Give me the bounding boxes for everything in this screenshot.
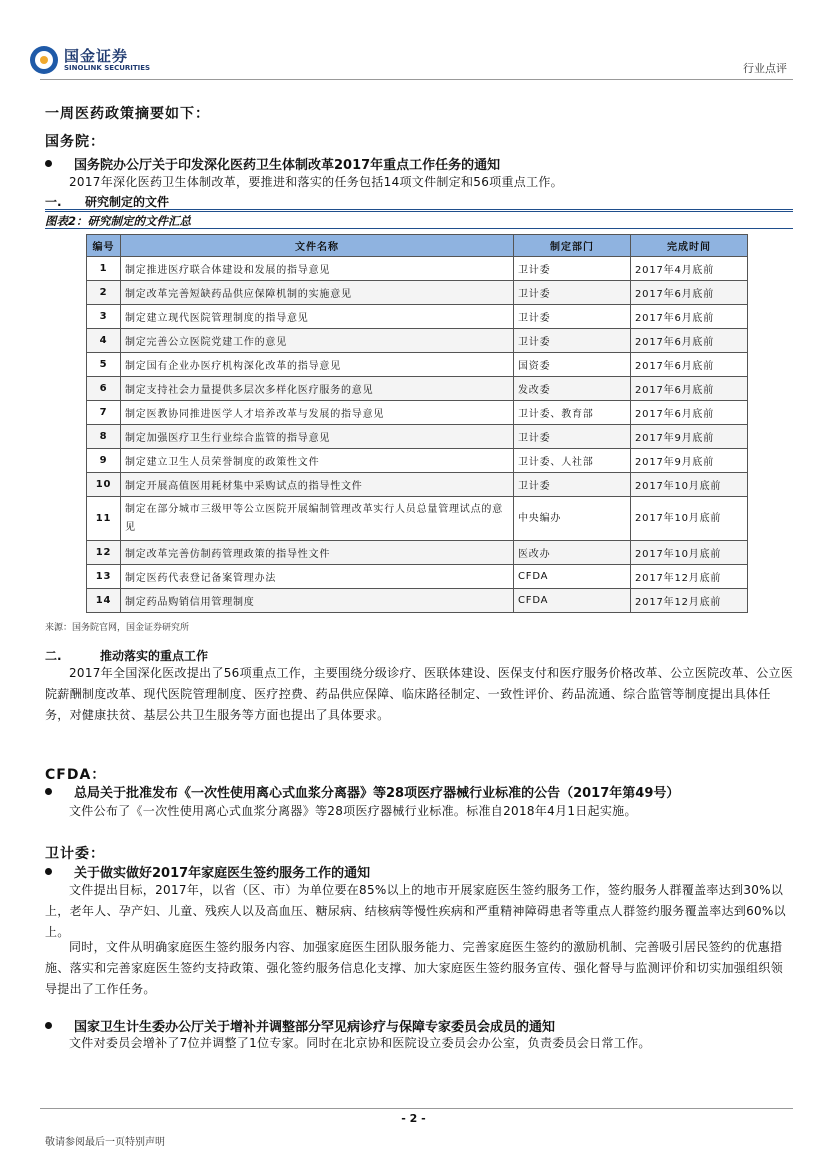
cell-file-name: 制定医教协同推进医学人才培养改革与发展的指导意见: [121, 401, 514, 425]
cell-file-name: 制定国有企业办医疗机构深化改革的指导意见: [121, 353, 514, 377]
cell-file-name: 制定建立现代医院管理制度的指导意见: [121, 305, 514, 329]
nhfpc-bullet-1-p1: 文件提出目标，2017年，以省（区、市）为单位要在85%以上的地市开展家庭医生签约服务工作，签约服务人群覆盖率达到30%以上，老年人、孕产妇、儿童、残疾人以及高血压、糖尿病、结核病等慢性疾病和严重精神障碍患者等重点人群签约服务覆盖率达到60%以上。: [45, 883, 786, 939]
cell-num: 5: [87, 353, 121, 377]
cell-dept: 卫计委、人社部: [514, 449, 631, 473]
cell-deadline: 2017年10月底前: [631, 541, 748, 565]
bullet-icon: [45, 160, 52, 167]
section-title: 一周医药政策摘要如下：: [45, 106, 210, 122]
cell-dept: 国资委: [514, 353, 631, 377]
col-header-name: 文件名称: [121, 235, 514, 257]
cell-dept: 卫计委: [514, 257, 631, 281]
sub2-num: 二.: [45, 649, 62, 663]
col-header-deadline: 完成时间: [631, 235, 748, 257]
table-row: [87, 565, 748, 589]
cell-deadline: 2017年6月底前: [631, 305, 748, 329]
cfda-label: CFDA：: [45, 767, 107, 783]
table-row: [87, 541, 748, 565]
cell-deadline: 2017年12月底前: [631, 565, 748, 589]
bullet-icon: [45, 788, 52, 795]
cell-deadline: 2017年6月底前: [631, 401, 748, 425]
cell-num: 3: [87, 305, 121, 329]
cell-deadline: 2017年9月底前: [631, 449, 748, 473]
sub2-title: [45, 647, 208, 664]
cell-file-name: 制定改革完善短缺药品供应保障机制的实施意见: [121, 281, 514, 305]
cell-num: 13: [87, 565, 121, 589]
cell-file-name: 制定医药代表登记备案管理办法: [121, 565, 514, 589]
document-table: [86, 234, 748, 613]
table-row: [87, 257, 748, 281]
cell-num: 4: [87, 329, 121, 353]
state-council-bullet-title: 国务院办公厅关于印发深化医药卫生体制改革2017年重点工作任务的通知: [74, 158, 501, 173]
table-row: [87, 425, 748, 449]
cell-dept: CFDA: [514, 589, 631, 613]
nhfpc-bullet-2-title: 国家卫生计生委办公厅关于增补并调整部分罕见病诊疗与保障专家委员会成员的通知: [74, 1020, 556, 1035]
cell-deadline: 2017年10月底前: [631, 473, 748, 497]
sub2-text: 推动落实的重点工作: [100, 649, 209, 663]
cell-deadline: 2017年6月底前: [631, 281, 748, 305]
state-council-intro: 2017年深化医药卫生体制改革，要推进和落实的任务包括14项文件制定和56项重点工作。: [69, 175, 563, 189]
cell-num: 9: [87, 449, 121, 473]
table-row: [87, 353, 748, 377]
cfda-paragraph: 文件公布了《一次性使用离心式血浆分离器》等28项医疗器械行业标准。标准自2018年4月1日起实施。: [69, 804, 637, 818]
table-row: [87, 377, 748, 401]
doc-type: 行业点评: [743, 62, 787, 75]
table-row: [87, 305, 748, 329]
table-row: [87, 473, 748, 497]
nhfpc-bullet-1: [45, 862, 795, 881]
table-header-row: [87, 235, 748, 257]
nhfpc-bullet-2-text: 文件对委员会增补了7位并调整了1位专家。同时在北京协和医院设立委员会办公室，负责委员会日常工作。: [69, 1036, 651, 1050]
table-row: [87, 449, 748, 473]
footer-note: 敬请参阅最后一页特别声明: [45, 1137, 165, 1148]
cell-dept: 卫计委: [514, 281, 631, 305]
cell-dept: 卫计委: [514, 425, 631, 449]
state-council-label: 国务院：: [45, 134, 105, 150]
cell-dept: 发改委: [514, 377, 631, 401]
footer-divider: [40, 1108, 793, 1109]
cell-dept: 中央编办: [514, 497, 631, 541]
state-council-bullet: [45, 154, 795, 173]
figure-caption: 图表2：研究制定的文件汇总: [45, 211, 793, 229]
cell-dept: 医改办: [514, 541, 631, 565]
cell-dept: 卫计委、教育部: [514, 401, 631, 425]
cell-num: 2: [87, 281, 121, 305]
table-row: [87, 497, 748, 541]
page-header: [0, 0, 827, 80]
table-source: 来源：国务院官网，国金证券研究所: [45, 623, 190, 633]
logo-en: SINOLINK SECURITIES: [64, 63, 151, 72]
cell-file-name: 制定在部分城市三级甲等公立医院开展编制管理改革实行人员总量管理试点的意见: [121, 497, 514, 541]
cell-file-name: 制定药品购销信用管理制度: [121, 589, 514, 613]
nhfpc-label: 卫计委：: [45, 846, 105, 862]
cell-deadline: 2017年6月底前: [631, 329, 748, 353]
nhfpc-bullet-1-p2: 同时，文件从明确家庭医生签约服务内容、加强家庭医生团队服务能力、完善家庭医生签约的激励机制、完善吸引居民签约的优惠措施、落实和完善家庭医生签约支持政策、强化签约服务信息化支撑、加大家庭医生签约服务宣传、强化督导与监测评价和切实加强组织领导提出了工作任务。: [45, 940, 784, 996]
cell-num: 8: [87, 425, 121, 449]
cell-dept: CFDA: [514, 565, 631, 589]
cell-dept: 卫计委: [514, 305, 631, 329]
cell-num: 1: [87, 257, 121, 281]
cell-file-name: 制定完善公立医院党建工作的意见: [121, 329, 514, 353]
cfda-bullet: [45, 782, 800, 801]
bullet-icon: [45, 1022, 52, 1029]
sub1-text: 研究制定的文件: [85, 195, 170, 209]
header-divider: [40, 79, 793, 80]
table-row: [87, 401, 748, 425]
cell-num: 7: [87, 401, 121, 425]
company-logo: [30, 46, 150, 74]
cell-file-name: 制定支持社会力量提供多层次多样化医疗服务的意见: [121, 377, 514, 401]
cell-file-name: 制定推进医疗联合体建设和发展的指导意见: [121, 257, 514, 281]
cell-dept: 卫计委: [514, 473, 631, 497]
sub1-title: [45, 193, 169, 210]
cell-num: 12: [87, 541, 121, 565]
table-row: [87, 281, 748, 305]
cell-file-name: 制定加强医疗卫生行业综合监管的指导意见: [121, 425, 514, 449]
cell-file-name: 制定建立卫生人员荣誉制度的政策性文件: [121, 449, 514, 473]
col-header-dept: 制定部门: [514, 235, 631, 257]
table-row: [87, 329, 748, 353]
cell-deadline: 2017年6月底前: [631, 377, 748, 401]
table-row: [87, 589, 748, 613]
cell-num: 10: [87, 473, 121, 497]
sub1-num: 一.: [45, 195, 62, 209]
cell-dept: 卫计委: [514, 329, 631, 353]
sub2-paragraph: 2017年全国深化医改提出了56项重点工作，主要围绕分级诊疗、医联体建设、医保支付和医疗服务价格改革、公立医院改革、公立医院薪酬制度改革、现代医院管理制度、医疗控费、药品供应保障、临床路径制定、一致性评价、药品流通、综合监管等制度提出具体任务，对健康扶贫、基层公共卫生服务等方面也提出了具体要求。: [45, 666, 794, 722]
logo-icon: [30, 46, 58, 74]
cell-num: 11: [87, 497, 121, 541]
cell-num: 6: [87, 377, 121, 401]
cell-file-name: 制定改革完善仿制药管理政策的指导性文件: [121, 541, 514, 565]
cell-deadline: 2017年6月底前: [631, 353, 748, 377]
cell-deadline: 2017年4月底前: [631, 257, 748, 281]
nhfpc-bullet-1-title: 关于做实做好2017年家庭医生签约服务工作的通知: [74, 866, 371, 881]
logo-cn: 国金证券: [64, 46, 129, 65]
cfda-bullet-title: 总局关于批准发布《一次性使用离心式血浆分离器》等28项医疗器械行业标准的公告（2017年第49号）: [74, 786, 680, 801]
col-header-num: 编号: [87, 235, 121, 257]
cell-deadline: 2017年12月底前: [631, 589, 748, 613]
cell-file-name: 制定开展高值医用耗材集中采购试点的指导性文件: [121, 473, 514, 497]
cell-deadline: 2017年9月底前: [631, 425, 748, 449]
cell-deadline: 2017年10月底前: [631, 497, 748, 541]
page-number: - 2 -: [401, 1112, 426, 1125]
bullet-icon: [45, 868, 52, 875]
cell-num: 14: [87, 589, 121, 613]
